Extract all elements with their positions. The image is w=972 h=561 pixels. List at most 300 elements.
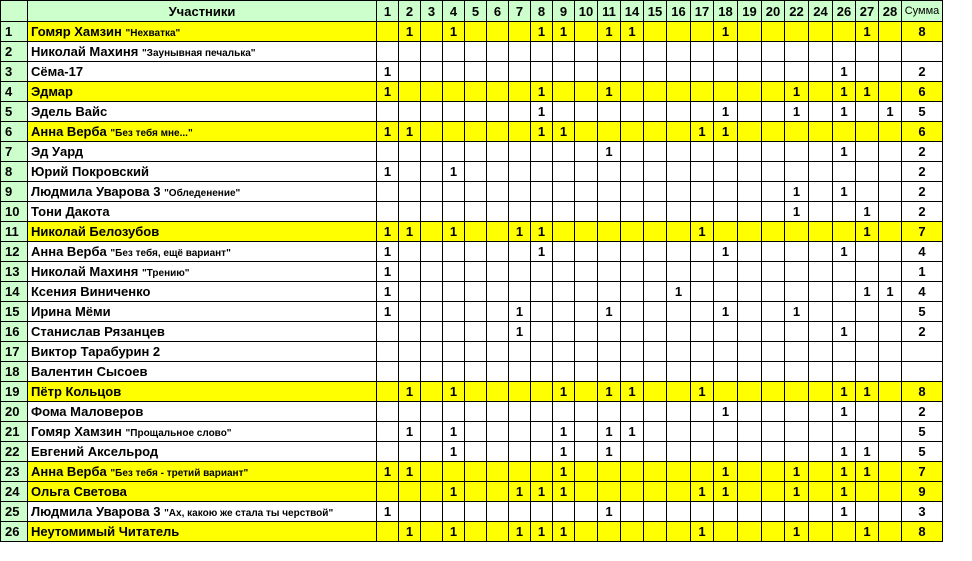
vote-cell: 1 xyxy=(691,522,714,542)
vote-cell xyxy=(714,282,738,302)
vote-cell xyxy=(465,242,487,262)
vote-cell xyxy=(738,262,762,282)
participant-name: Валентин Сысоев xyxy=(31,364,148,379)
vote-cell: 1 xyxy=(377,162,399,182)
round-header-10: 10 xyxy=(575,1,598,22)
participant-name: Сёма-17 xyxy=(31,64,84,79)
vote-cell xyxy=(785,402,809,422)
vote-cell xyxy=(377,382,399,402)
vote-cell xyxy=(691,322,714,342)
vote-cell: 1 xyxy=(785,82,809,102)
vote-cell xyxy=(443,402,465,422)
vote-cell: 1 xyxy=(785,522,809,542)
vote-cell xyxy=(762,282,785,302)
vote-cell xyxy=(399,402,421,422)
vote-cell xyxy=(644,82,667,102)
vote-cell xyxy=(809,462,833,482)
vote-cell xyxy=(691,362,714,382)
vote-cell xyxy=(667,422,691,442)
vote-cell xyxy=(509,122,531,142)
vote-cell xyxy=(509,102,531,122)
vote-cell xyxy=(809,162,833,182)
row-sum: 7 xyxy=(902,462,943,482)
vote-cell xyxy=(644,142,667,162)
participant-name: Станислав Рязанцев xyxy=(31,324,165,339)
table-row xyxy=(1,522,943,542)
vote-cell: 1 xyxy=(879,282,902,302)
vote-cell xyxy=(714,82,738,102)
vote-cell xyxy=(621,162,644,182)
vote-cell xyxy=(738,102,762,122)
vote-cell xyxy=(575,522,598,542)
row-sum: 4 xyxy=(902,282,943,302)
vote-cell xyxy=(598,122,621,142)
vote-cell xyxy=(421,242,443,262)
vote-cell xyxy=(421,482,443,502)
vote-cell xyxy=(575,42,598,62)
vote-cell xyxy=(509,262,531,282)
vote-cell xyxy=(531,42,553,62)
row-number: 13 xyxy=(1,262,28,282)
vote-cell xyxy=(667,142,691,162)
vote-cell: 1 xyxy=(621,22,644,42)
row-sum xyxy=(902,362,943,382)
vote-cell xyxy=(465,522,487,542)
vote-cell xyxy=(738,442,762,462)
vote-cell xyxy=(785,282,809,302)
vote-cell xyxy=(377,362,399,382)
vote-cell xyxy=(856,122,879,142)
vote-cell: 1 xyxy=(509,522,531,542)
vote-cell xyxy=(509,502,531,522)
row-sum: 7 xyxy=(902,222,943,242)
vote-cell xyxy=(421,382,443,402)
vote-cell xyxy=(621,42,644,62)
vote-cell xyxy=(487,222,509,242)
vote-cell xyxy=(691,62,714,82)
participant-cell xyxy=(28,142,377,162)
vote-cell xyxy=(762,222,785,242)
vote-cell xyxy=(621,522,644,542)
vote-cell xyxy=(879,262,902,282)
vote-cell xyxy=(531,282,553,302)
vote-cell: 1 xyxy=(509,322,531,342)
vote-cell xyxy=(809,102,833,122)
vote-cell xyxy=(443,342,465,362)
vote-cell xyxy=(399,282,421,302)
vote-cell xyxy=(553,102,575,122)
vote-cell: 1 xyxy=(377,462,399,482)
table-row xyxy=(1,122,943,142)
vote-cell xyxy=(421,42,443,62)
participant-name: Неутомимый Читатель xyxy=(31,524,180,539)
vote-cell xyxy=(644,322,667,342)
vote-cell xyxy=(531,302,553,322)
vote-cell xyxy=(531,142,553,162)
vote-cell xyxy=(691,342,714,362)
vote-cell xyxy=(399,322,421,342)
vote-cell xyxy=(833,522,856,542)
vote-cell xyxy=(575,102,598,122)
vote-cell: 1 xyxy=(833,62,856,82)
participant-name: Ксения Виниченко xyxy=(31,284,151,299)
vote-cell xyxy=(443,182,465,202)
vote-cell xyxy=(443,242,465,262)
vote-cell xyxy=(738,62,762,82)
vote-cell: 1 xyxy=(714,242,738,262)
vote-cell xyxy=(856,322,879,342)
vote-cell xyxy=(575,122,598,142)
participant-name: Людмила Уварова 3 xyxy=(31,184,161,199)
vote-cell xyxy=(809,62,833,82)
vote-cell xyxy=(531,182,553,202)
vote-cell xyxy=(598,362,621,382)
participant-cell xyxy=(28,22,377,42)
vote-cell xyxy=(833,222,856,242)
participant-cell xyxy=(28,182,377,202)
vote-cell xyxy=(738,242,762,262)
vote-cell xyxy=(667,342,691,362)
vote-cell xyxy=(443,302,465,322)
vote-cell xyxy=(809,302,833,322)
vote-cell xyxy=(421,522,443,542)
vote-cell xyxy=(856,142,879,162)
vote-cell xyxy=(487,262,509,282)
participant-cell xyxy=(28,522,377,542)
vote-cell xyxy=(714,362,738,382)
vote-cell xyxy=(738,322,762,342)
vote-cell xyxy=(856,402,879,422)
vote-cell xyxy=(879,322,902,342)
vote-cell xyxy=(575,382,598,402)
vote-cell xyxy=(487,62,509,82)
vote-cell xyxy=(785,382,809,402)
vote-cell xyxy=(762,362,785,382)
vote-cell xyxy=(644,42,667,62)
vote-cell xyxy=(667,202,691,222)
vote-cell xyxy=(785,42,809,62)
vote-cell: 1 xyxy=(856,202,879,222)
vote-cell: 1 xyxy=(714,402,738,422)
vote-cell xyxy=(465,482,487,502)
vote-cell xyxy=(621,142,644,162)
vote-cell: 1 xyxy=(443,522,465,542)
vote-cell xyxy=(465,62,487,82)
vote-cell xyxy=(377,522,399,542)
vote-cell xyxy=(487,42,509,62)
vote-cell xyxy=(691,462,714,482)
vote-cell xyxy=(575,362,598,382)
vote-cell xyxy=(621,462,644,482)
vote-cell xyxy=(738,522,762,542)
vote-cell: 1 xyxy=(833,322,856,342)
vote-cell xyxy=(509,282,531,302)
vote-cell xyxy=(856,262,879,282)
vote-cell xyxy=(531,462,553,482)
vote-cell: 1 xyxy=(443,482,465,502)
vote-cell xyxy=(644,442,667,462)
table-row xyxy=(1,262,943,282)
vote-cell xyxy=(553,282,575,302)
vote-cell: 1 xyxy=(856,522,879,542)
vote-cell: 1 xyxy=(531,102,553,122)
vote-cell xyxy=(809,262,833,282)
vote-cell: 1 xyxy=(856,82,879,102)
vote-cell xyxy=(421,442,443,462)
table-row xyxy=(1,182,943,202)
round-header-17: 17 xyxy=(691,1,714,22)
vote-cell xyxy=(421,342,443,362)
vote-cell xyxy=(809,282,833,302)
vote-cell: 1 xyxy=(553,22,575,42)
row-sum: 4 xyxy=(902,242,943,262)
vote-cell xyxy=(575,262,598,282)
vote-cell: 1 xyxy=(856,382,879,402)
vote-cell xyxy=(879,162,902,182)
table-row xyxy=(1,242,943,262)
vote-cell xyxy=(399,162,421,182)
vote-cell: 1 xyxy=(377,122,399,142)
vote-cell: 1 xyxy=(443,22,465,42)
vote-cell xyxy=(575,82,598,102)
vote-cell xyxy=(421,202,443,222)
vote-cell xyxy=(856,502,879,522)
row-sum xyxy=(902,42,943,62)
row-number: 26 xyxy=(1,522,28,542)
vote-cell xyxy=(785,262,809,282)
vote-cell xyxy=(531,162,553,182)
vote-cell xyxy=(644,382,667,402)
vote-cell xyxy=(399,342,421,362)
vote-cell xyxy=(621,182,644,202)
vote-cell: 1 xyxy=(833,482,856,502)
vote-cell xyxy=(714,502,738,522)
participant-cell xyxy=(28,282,377,302)
table-row xyxy=(1,462,943,482)
vote-cell xyxy=(714,342,738,362)
row-sum: 2 xyxy=(902,322,943,342)
vote-cell xyxy=(465,22,487,42)
round-header-11: 11 xyxy=(598,1,621,22)
vote-cell: 1 xyxy=(377,82,399,102)
vote-cell: 1 xyxy=(856,442,879,462)
vote-cell xyxy=(575,202,598,222)
vote-cell xyxy=(762,482,785,502)
vote-cell xyxy=(421,82,443,102)
vote-cell xyxy=(377,482,399,502)
vote-cell xyxy=(487,502,509,522)
vote-cell xyxy=(531,342,553,362)
vote-cell xyxy=(421,282,443,302)
participant-cell xyxy=(28,242,377,262)
vote-cell: 1 xyxy=(598,142,621,162)
vote-cell xyxy=(509,182,531,202)
vote-cell xyxy=(487,242,509,262)
vote-cell xyxy=(575,182,598,202)
vote-cell xyxy=(621,122,644,142)
vote-cell xyxy=(691,22,714,42)
vote-cell xyxy=(487,422,509,442)
vote-cell xyxy=(553,322,575,342)
vote-cell xyxy=(465,122,487,142)
row-number: 14 xyxy=(1,282,28,302)
vote-cell xyxy=(833,22,856,42)
vote-cell xyxy=(377,442,399,462)
vote-cell xyxy=(487,182,509,202)
sum-header: Сумма xyxy=(902,1,943,22)
participant-name: Анна Верба xyxy=(31,124,107,139)
table-row xyxy=(1,502,943,522)
table-row xyxy=(1,402,943,422)
vote-cell xyxy=(421,142,443,162)
vote-cell xyxy=(621,482,644,502)
vote-cell: 1 xyxy=(598,442,621,462)
vote-cell xyxy=(487,382,509,402)
vote-cell xyxy=(856,362,879,382)
vote-cell xyxy=(667,242,691,262)
vote-cell xyxy=(809,222,833,242)
table-row xyxy=(1,222,943,242)
vote-cell xyxy=(421,162,443,182)
vote-cell xyxy=(531,442,553,462)
vote-cell xyxy=(509,202,531,222)
vote-cell xyxy=(487,342,509,362)
vote-cell xyxy=(667,82,691,102)
vote-cell xyxy=(531,382,553,402)
vote-cell xyxy=(443,142,465,162)
vote-cell xyxy=(531,362,553,382)
vote-cell: 1 xyxy=(621,382,644,402)
vote-cell xyxy=(465,442,487,462)
vote-cell xyxy=(598,482,621,502)
vote-cell: 1 xyxy=(785,462,809,482)
vote-cell: 1 xyxy=(377,502,399,522)
vote-cell xyxy=(575,402,598,422)
participant-cell xyxy=(28,422,377,442)
vote-cell xyxy=(399,62,421,82)
round-header-20: 20 xyxy=(762,1,785,22)
vote-cell xyxy=(879,342,902,362)
row-sum: 6 xyxy=(902,122,943,142)
participant-name: Юрий Покровский xyxy=(31,164,150,179)
vote-cell: 1 xyxy=(443,162,465,182)
vote-cell xyxy=(598,102,621,122)
vote-cell xyxy=(509,242,531,262)
vote-cell xyxy=(714,142,738,162)
vote-cell xyxy=(443,202,465,222)
vote-cell xyxy=(377,422,399,442)
vote-cell xyxy=(833,122,856,142)
vote-cell: 1 xyxy=(667,282,691,302)
row-number: 8 xyxy=(1,162,28,182)
vote-cell: 1 xyxy=(509,302,531,322)
participant-name: Ольга Светова xyxy=(31,484,127,499)
vote-cell xyxy=(667,122,691,142)
song-title: "Без тебя, ещё вариант" xyxy=(110,248,231,259)
vote-cell: 1 xyxy=(833,82,856,102)
vote-cell xyxy=(621,82,644,102)
vote-cell: 1 xyxy=(621,422,644,442)
round-header-16: 16 xyxy=(667,1,691,22)
vote-cell xyxy=(644,302,667,322)
vote-cell xyxy=(762,422,785,442)
vote-cell xyxy=(487,102,509,122)
row-number: 4 xyxy=(1,82,28,102)
table-row xyxy=(1,42,943,62)
row-number: 17 xyxy=(1,342,28,362)
vote-cell xyxy=(621,222,644,242)
vote-cell xyxy=(879,222,902,242)
vote-cell xyxy=(399,242,421,262)
participant-cell xyxy=(28,262,377,282)
vote-cell xyxy=(465,302,487,322)
vote-cell: 1 xyxy=(691,122,714,142)
vote-cell: 1 xyxy=(509,482,531,502)
vote-cell xyxy=(667,22,691,42)
vote-cell xyxy=(553,362,575,382)
vote-cell: 1 xyxy=(856,282,879,302)
vote-cell xyxy=(531,62,553,82)
vote-cell xyxy=(421,62,443,82)
vote-cell xyxy=(879,122,902,142)
vote-cell: 1 xyxy=(531,122,553,142)
vote-cell xyxy=(377,182,399,202)
row-number: 24 xyxy=(1,482,28,502)
vote-cell xyxy=(644,22,667,42)
vote-cell xyxy=(667,402,691,422)
vote-cell: 1 xyxy=(714,122,738,142)
vote-cell xyxy=(421,102,443,122)
round-header-6: 6 xyxy=(487,1,509,22)
vote-cell xyxy=(531,422,553,442)
vote-cell: 1 xyxy=(691,482,714,502)
vote-cell xyxy=(833,422,856,442)
vote-cell xyxy=(443,102,465,122)
vote-cell xyxy=(714,162,738,182)
vote-cell xyxy=(598,402,621,422)
vote-cell xyxy=(421,182,443,202)
vote-cell xyxy=(509,382,531,402)
row-sum: 8 xyxy=(902,382,943,402)
vote-cell xyxy=(553,262,575,282)
vote-cell xyxy=(738,82,762,102)
participant-name: Николай Белозубов xyxy=(31,224,160,239)
participant-cell xyxy=(28,322,377,342)
participant-name: Николай Махиня xyxy=(31,44,139,59)
vote-cell xyxy=(762,462,785,482)
vote-cell xyxy=(833,162,856,182)
vote-cell xyxy=(691,402,714,422)
vote-cell xyxy=(465,142,487,162)
round-header-22: 22 xyxy=(785,1,809,22)
vote-cell xyxy=(553,62,575,82)
vote-cell xyxy=(738,382,762,402)
vote-cell: 1 xyxy=(553,422,575,442)
vote-cell xyxy=(465,402,487,422)
vote-cell xyxy=(598,62,621,82)
vote-cell: 1 xyxy=(377,302,399,322)
participant-name: Анна Верба xyxy=(31,244,107,259)
vote-cell xyxy=(809,202,833,222)
vote-cell xyxy=(879,462,902,482)
song-title: "Ах, какою же стала ты черствой" xyxy=(164,508,334,519)
row-number: 9 xyxy=(1,182,28,202)
vote-cell xyxy=(598,322,621,342)
vote-cell xyxy=(691,182,714,202)
vote-cell xyxy=(399,262,421,282)
vote-cell xyxy=(785,162,809,182)
vote-cell: 1 xyxy=(691,222,714,242)
